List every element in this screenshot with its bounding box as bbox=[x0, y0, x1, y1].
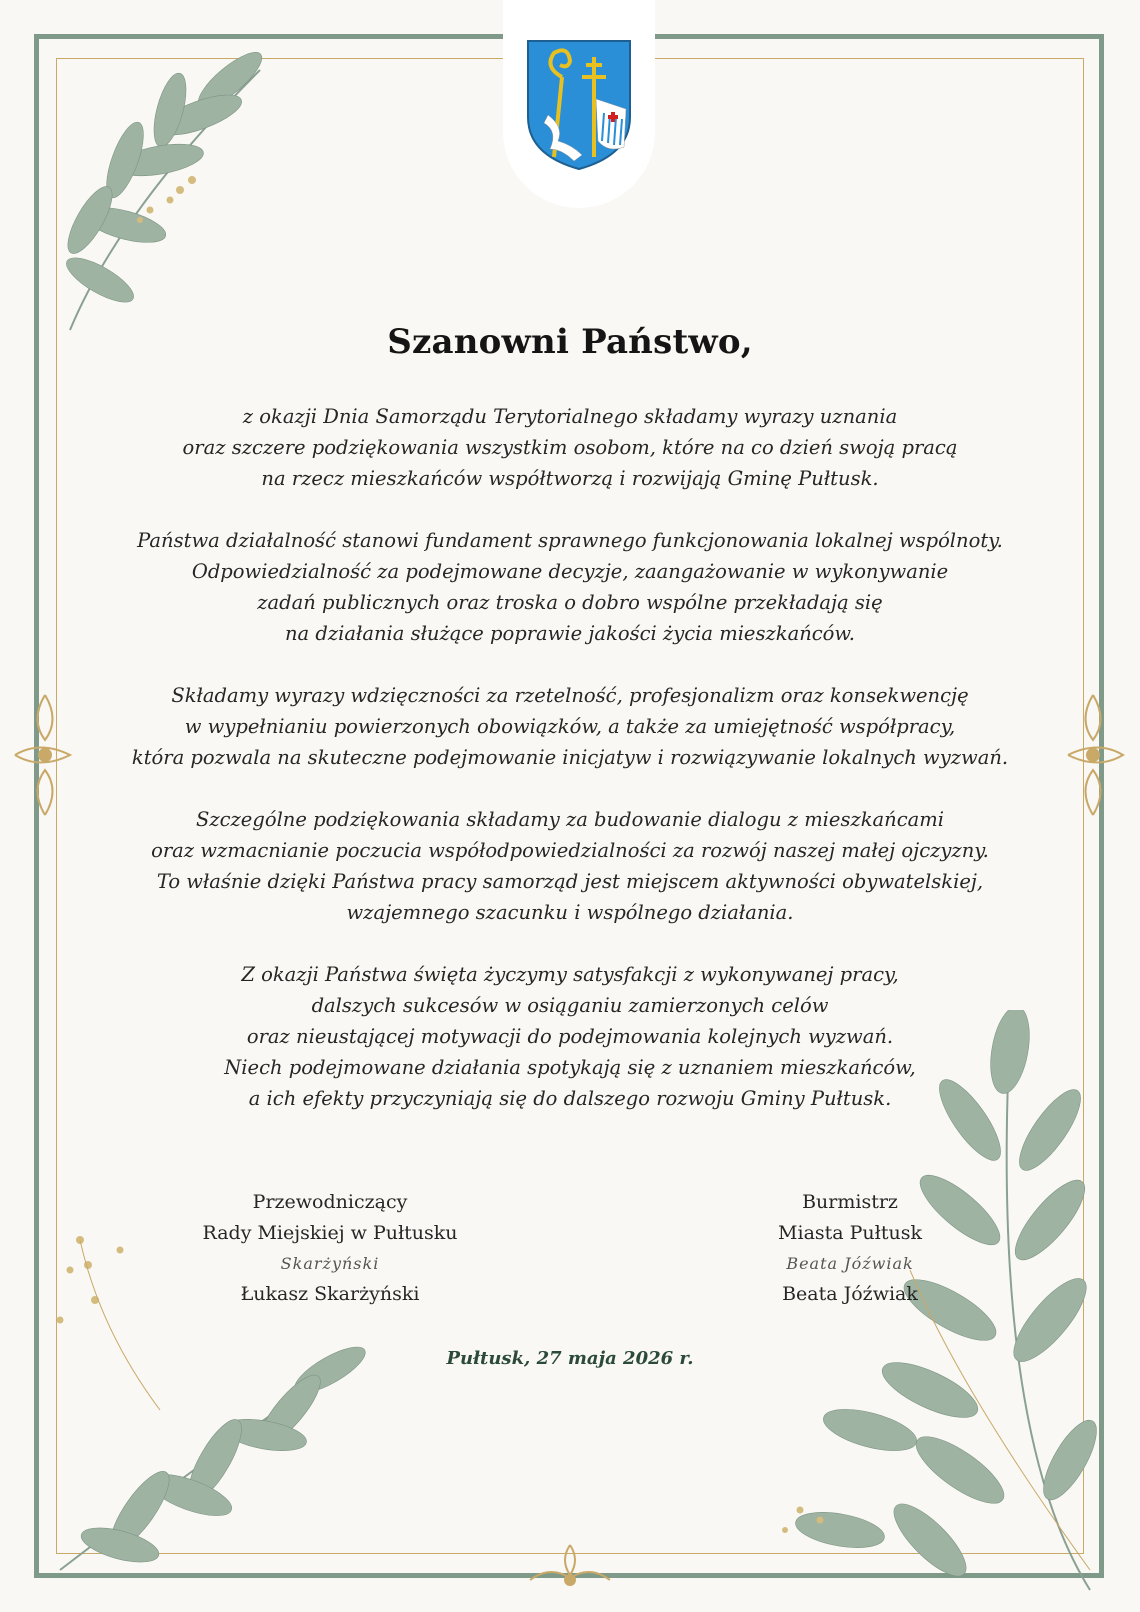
fleur-scroll-ornament-icon bbox=[10, 690, 80, 820]
text-line: a ich efekty przyczyniają się do dalszego rozwoju Gminy Pułtusk. bbox=[248, 1087, 892, 1110]
paragraph bbox=[100, 401, 1040, 494]
text-line: oraz nieustającej motywacji do podejmowania kolejnych wyzwań. bbox=[246, 1025, 894, 1048]
text-line: na rzecz mieszkańców współtworzą i rozwijają Gminę Pułtusk. bbox=[261, 467, 879, 490]
text-line: Z okazji Państwa święta życzymy satysfakcji z wykonywanej pracy, bbox=[241, 963, 899, 986]
text-line: w wypełnianiu powierzonych obowiązków, a także za umiejętność współpracy, bbox=[184, 715, 956, 738]
letter-title: Szanowni Państwo, bbox=[387, 322, 753, 362]
paragraph bbox=[100, 680, 1040, 773]
place-date: Pułtusk, 27 maja 2026 r. bbox=[446, 1348, 694, 1369]
paragraph bbox=[100, 959, 1040, 1114]
signatory-name: Łukasz Skarżyński bbox=[240, 1283, 420, 1305]
letter-body bbox=[100, 401, 1040, 1145]
paragraph bbox=[100, 804, 1040, 928]
crest-tab bbox=[503, 0, 655, 208]
handwritten-signature: Beata Jóźwiak bbox=[786, 1254, 914, 1273]
text-line: na działania służące poprawie jakości życia mieszkańców. bbox=[285, 622, 855, 645]
text-line: Szczególne podziękowania składamy za budowanie dialogu z mieszkańcami bbox=[195, 808, 945, 831]
text-line: Niech podejmowane działania spotykają się z uznaniem mieszkańców, bbox=[224, 1056, 916, 1079]
text-line: Odpowiedzialność za podejmowane decyzje, zaangażowanie w wykonywanie bbox=[191, 560, 949, 583]
text-line: To właśnie dzięki Państwa pracy samorząd jest miejscem aktywności obywatelskiej, bbox=[156, 870, 984, 893]
text-line: wzajemnego szacunku i wspólnego działania. bbox=[346, 901, 794, 924]
text-line: zadań publicznych oraz troska o dobro wspólne przekładają się bbox=[257, 591, 883, 614]
text-line: Państwa działalność stanowi fundament sprawnego funkcjonowania lokalnej wspólnoty. bbox=[137, 529, 1003, 552]
text-line: z okazji Dnia Samorządu Terytorialnego składamy wyrazy uznania bbox=[242, 405, 898, 428]
fleur-scroll-ornament-icon bbox=[520, 1540, 620, 1600]
text-line: oraz szczere podziękowania wszystkim osobom, które na co dzień swoją pracą bbox=[182, 436, 958, 459]
text-line: która pozwala na skuteczne podejmowanie inicjatyw i rozwiązywanie lokalnych wyzwań. bbox=[131, 746, 1009, 769]
text-line: Składamy wyrazy wdzięczności za rzetelność, profesjonalizm oraz konsekwencję bbox=[171, 684, 969, 707]
fleur-scroll-ornament-icon bbox=[1058, 690, 1128, 820]
signature-block-chair bbox=[180, 1187, 480, 1310]
text-line: oraz wzmacnianie poczucia współodpowiedzialności za rozwój naszej małej ojczyzny. bbox=[151, 839, 989, 862]
signatory-role: Rady Miejskiej w Pułtusku bbox=[202, 1222, 458, 1244]
signatory-role: Miasta Pułtusk bbox=[778, 1222, 922, 1244]
paragraph bbox=[100, 525, 1040, 649]
text-line: dalszych sukcesów w osiąganiu zamierzonych celów bbox=[311, 994, 829, 1017]
signatory-role: Burmistrz bbox=[802, 1191, 898, 1213]
signatory-role: Przewodniczący bbox=[252, 1191, 408, 1213]
signatory-name: Beata Jóźwiak bbox=[782, 1283, 918, 1305]
eucalyptus-branch-icon bbox=[30, 40, 290, 340]
handwritten-signature: Skarżyński bbox=[280, 1254, 380, 1273]
pultusk-coat-of-arms-icon bbox=[524, 37, 634, 171]
signature-block-mayor bbox=[730, 1187, 970, 1310]
